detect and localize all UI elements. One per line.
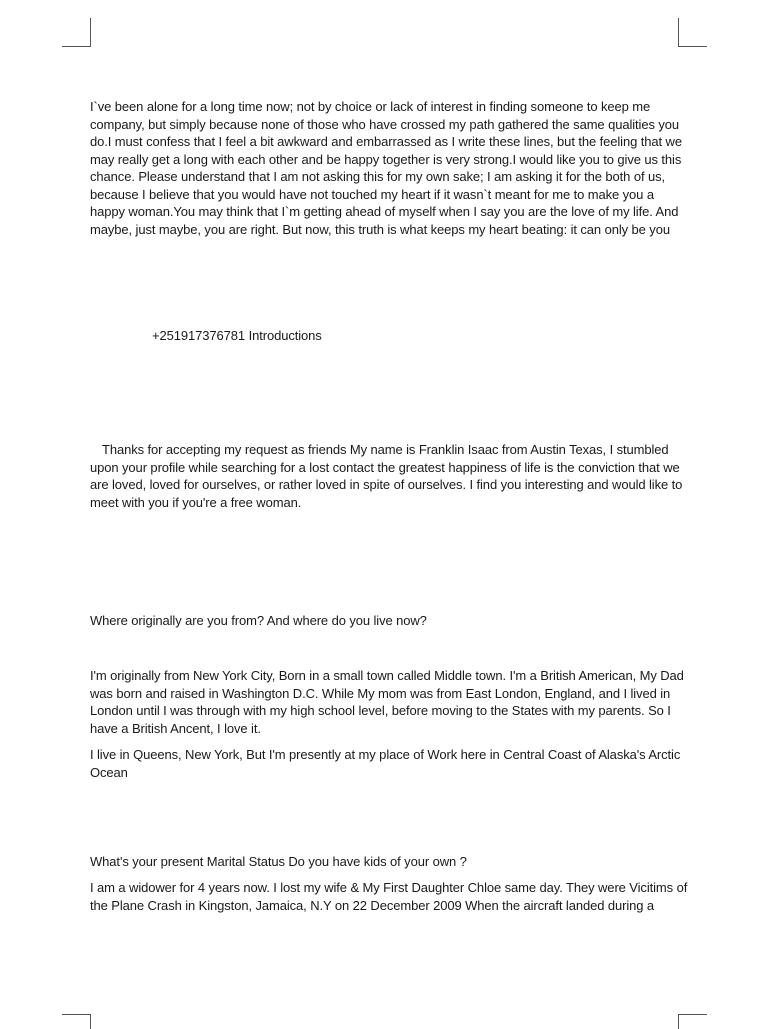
answer-origin: I'm originally from New York City, Born in a small town called Middle town. I'm a British American, My Dad was born and raised in Washington D.C. While My mom was from East London, England, and I lived in London until I was through with my high school level, before moving to the States with my parents. So I have a British Ancent, I love it. <box>90 668 684 736</box>
crop-mark-top-right <box>678 18 707 47</box>
question-origin: Where originally are you from? And where do you live now? <box>90 613 427 628</box>
answer-marital-status: I am a widower for 4 years now. I lost my wife & My First Daughter Chloe same day. They were Vicitims of the Plane Crash in Kingston, Jamaica, N.Y on 22 December 2009 When the aircraft landed during a <box>90 880 688 913</box>
question-marital-status: What's your present Marital Status Do you have kids of your own ? <box>90 854 467 869</box>
paragraph-love-letter: I`ve been alone for a long time now; not by choice or lack of interest in finding someone to keep me company, but simply because none of those who have crossed my path gathered the same qualities you do.I must confess that I feel a bit awkward and embarrassed as I write these lines, but the feeling that we may really get a long with each other and be happy together is very strong.I would like you to give us this chance. Please understand that I am not asking this for my own sake; I am asking it for the both of us, because I believe that you would have not touched my heart if it wasn`t meant for me to make you a happy woman.You may think that I`m getting ahead of myself when I say you are the love of my life. And maybe, just maybe, you are right. But now, this truth is what keeps my heart beating: it can only be you <box>90 99 682 237</box>
crop-mark-bottom-left <box>62 1014 91 1029</box>
paragraph-phone-introductions: +251917376781 Introductions <box>152 328 322 343</box>
answer-residence: I live in Queens, New York, But I'm presently at my place of Work here in Central Coast of Alaska's Arctic Ocean <box>90 747 681 780</box>
crop-mark-bottom-right <box>678 1014 707 1029</box>
crop-mark-top-left <box>62 18 91 47</box>
paragraph-friend-request: Thanks for accepting my request as friends My name is Franklin Isaac from Austin Texas, I stumbled upon your profile while searching for a lost contact the greatest happiness of life is the conviction that we are loved, loved for ourselves, or rather loved in spite of ourselves. I find you interesting and would like to meet with you if you're a free woman. <box>90 442 683 510</box>
